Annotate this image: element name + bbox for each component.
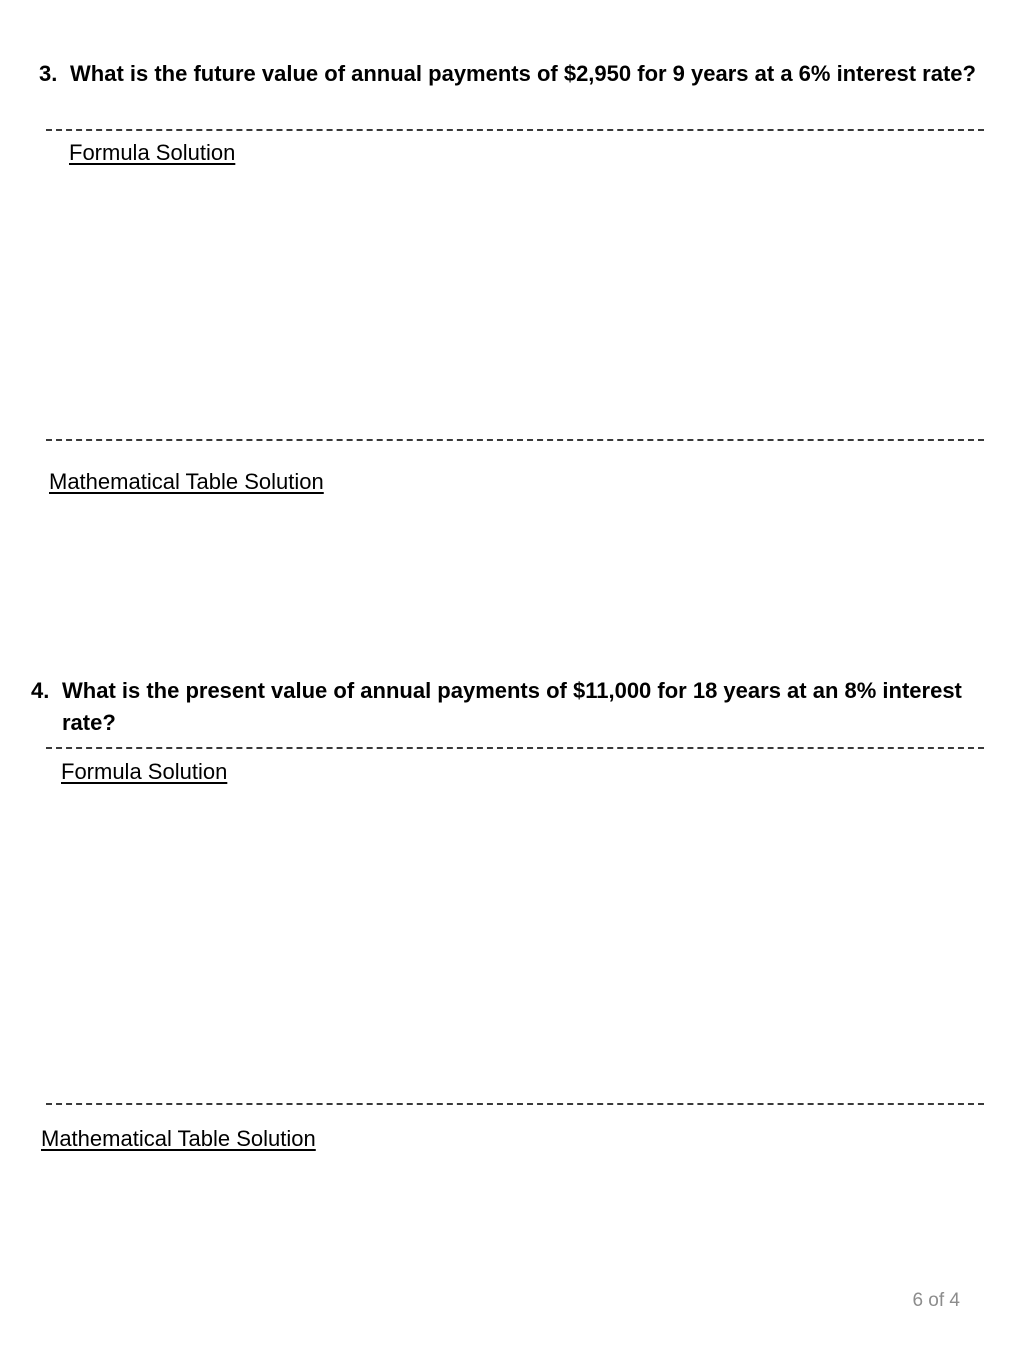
question-text: What is the present value of annual payments of $11,000 for 18 years at an 8% interest rate? [62,678,962,735]
question-number: 4. [31,678,50,703]
dashed-divider [46,747,984,749]
question-3 [39,58,979,90]
table-solution-label: Mathematical Table Solution [41,1126,316,1151]
table-solution-label: Mathematical Table Solution [49,469,324,494]
question-text: What is the future value of annual payments of $2,950 for 9 years at a 6% interest rate? [70,61,976,86]
formula-solution-label: Formula Solution [61,759,228,784]
dashed-divider [46,439,984,441]
question-4 [31,675,971,739]
dashed-divider [46,129,984,131]
dashed-divider [46,1103,984,1105]
question-number: 3. [39,61,58,86]
formula-solution-label: Formula Solution [69,140,236,165]
page-number: 6 of 4 [912,1290,960,1311]
